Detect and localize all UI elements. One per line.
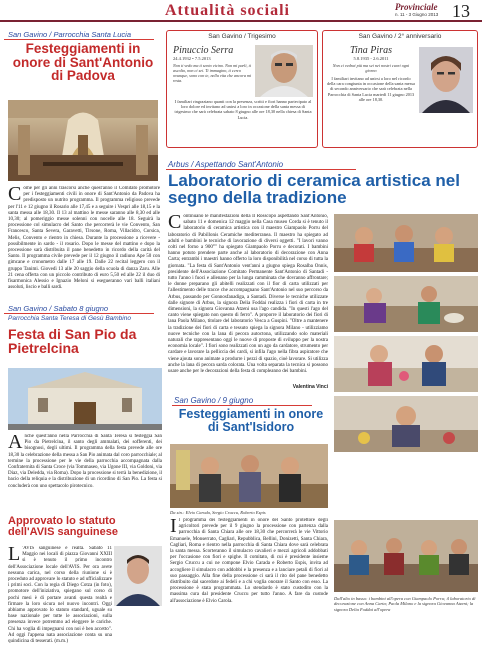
body-isidoro-text: l programma dei festeggiamenti in onore del Santo protettore degli agricoltori prevede per il 9 giugno la processione con partenza dalla parrocchia di Santa Chiara alle ore 18,30 che percorrerà le vie Vittorio Emanuele, Monserrato, Cagliari, Repubblica, Bellini, Donizetti, Santa Chiara, Cagliari, Roma e rientro nella parrocchia di Santa Chiara dove sarà celebrata la santa messa. Scorteranno il simulacro cavalieri e mezzi agricoli addobbati per l'occasione con fiori e spighe. Il comitato, di cui è presidente insieme Sergio Cruccu a cui ne compone Elvio Carada e Roberto Espis, invita ad accogliere il simulacro con addobbi e la presenza e a lanciare petali di fiori al suo passaggio. Alla fine della processione ci sarà il rito del pane benedetto distribuito dal sacerdote ai fedeli e a chi voglia onorare il Santo con esso. La processione è stata programmata. Lo stendardo è stato custodito con la massima cura dal presidente Cruccu per tutto l'anno. A fare da custode all'associazione è Elvio Carola. [170,518,328,604]
photo-delia-foddai [334,396,478,452]
headline-avis: Approvato lo statuto dell'AVIS sanguinese [8,515,118,538]
portrait-pinuccio [255,45,313,97]
photo-church-interior [8,100,158,181]
body-ceramica-text: ontinuano le manifestazioni della Il Rosscopo aspettando Sant'Antonio, sabato 11 e domenica 12 maggio nella Casa museo Corda si è tenuto il laboratorio di ceramica artistica con il maestro Giampaolo Porru del laboratorio di Pabillonis Ceramiche mediterranea. Il maestro ha spiegato ad adulti e bambini le tecniche di lavorazione di diversi oggetti. "I lavori vanno colti nel forno a 900°" ha spiegato Giampaolo Porru e decorati. I bambini hanno potuto prendere parte anche al laboratorio di decorazione con Anna Carta; entrambi i maestri hanno offerto la loro disponibilità nel corso di tutta la giornata. "La festa di Sant'Antonio vent'anni a giugno spiega Rosalba Onnis, presidente dell'Associazione Comitato Permanente Sant'Antonio di Santadi - tutto l'anno i fuoci e allenano per la lunga camminata che dovranno affrontare; le donne preparano gli abitelli realizzati con il fior di carta utilizzati per l'allestimento delle tracce che accompagnano Sant'Antonio nel suo percorso da Arbus, passando per Gonnosfanadiga, a Santadi. Diverse le tecniche utilizzate dalle signore di Arbus, la signora Delia Foddai realizza i fiori di carta in tre dimensioni, la signora Giovanna Atzeni usa l'ago candida. "In questi l'ago del canto viene spiegato non questo di ferro". A proporre il laboratorio dei fiori di lana Paola Milano, titolare del laboratorio Vesca a Guspini. "Oltre a mantenere la tradizione dei fiori di carta e tessuto spiega la signora Milano - utilizziamo nuove tecniche con la lana di pecora autoctona, utilizzando solo materiali naturali che rappresentano oggi le nuove di proposte di sviluppo per la nostra economia locale". I fiori sono realizzati con un ago da cardatore, strumento per cardare e lavorare la pelliccia dei cardi, si infila l'ago nella fibra aspiratore che viene ajouta sono animate a produrre i pezzi di spazio, cioè lavorare. Si utilizza anche la lana di pecora sarda colorata. Una volta separata la tecnica si possono usare anche per le decorazioni della festa di compleanno dei bambini. [168,214,328,375]
obituary-poem: Non ti vedo ma ti sento vicino. Non mi parli, ti ascolto, non ci sei. Ti immagino, ti cerco ovunque, sono con te, nella vita che ancora mi resta. [173,63,252,83]
body-pio [8,434,162,510]
obituary-dates: 24.4.1932 • 7.5.2013 [173,56,211,61]
headline-isidoro: Festeggiamenti in onore di Sant'Isidoro [178,407,324,434]
section-title: Attualità sociali [165,2,290,19]
body-antonio-text: ome per gli anni trascorsi anche quest'anno il Comitato promotore per i festeggiamenti civili in onore di Sant'Antonio da Padova ha predisposto un nutrito programma. Il programma religioso prevede per l'11 e 12 giugno il Rosario alle 17,45 e a seguire i Vespri alle 18,15 e la santa messa alle 18,30. Il 13 al mattino le messe saranno alle 8,30 ed alle 10,30; al pomeriggio messe solenni con nocelle alle 18. Seguirà la processione col simulacro del Santo che percorrerà le vie Convento, San Francesco, Santa Severa, Garavetti, Tirsone, Roma, Villacidro, Corsica, Melis, Convento e rientro in chiesa. Durante la processione a ricevere - possibilmente in sardo - il rosario. Dopo le messe del mattino e dopo la processione sarà distribuita il pane benedetto in ricordo della carità del Santo. Il programma civile prevede per il 12 giugno il radiuno Ape 50 con gimcane e cronometro dalle 17 alle 19. Dalle 22 recital leggero con il gruppo Tanimi. Giovedì 13 alle 20 saggio della scuola di danza Zaru. Alle 21 cena offerta con un piccolo contributo di euro 5,50 ed alle 22 il duo di fisarmonica Alessio e Ignazio Meloni si esegueranno vari balli italiani assoluti, liscio e balli sardi. [8,186,160,291]
obituary-header: San Gavino / Trigesimo [208,33,276,40]
portrait-tina [419,47,473,113]
kicker-pio: San Gavino / Sabato 8 giugno [8,304,109,313]
headline-antonio: Festeggiamenti in onore di Sant'Antonio di Padova [12,41,154,83]
obituary-message: I familiari ringraziano quanti con la presenza, scritti e fiori hanno partecipato al loro dolore ed invitano ad unirsi a loro in occasione della santa messa di trigesimo che sarà celebrata sabato 8 giugno alle ore 18,30 nella chiesa di Santa Lucia. [174,99,312,120]
caption-side-photos: Dall'alto in basso: i bambini all'opera con Giampaolo Porru; il laboratorio di decorazione con Anna Carta; Paola Milano e la signora Giovanna Atzeni; la signora Delia Foddai all'opera [334,596,476,612]
kicker-underline [4,39,154,40]
photo-decoration-workshop [334,276,478,332]
body-ceramica [168,214,328,382]
photo-isidoro-committee [170,444,328,508]
body-isidoro [170,518,328,652]
article-pio [4,304,164,364]
photo-paola-milano [334,336,478,392]
obituary-poem: Non ci vedrai più ma sei nei nostri cuori ogni giorno [332,63,410,73]
masthead [0,0,482,22]
obituary-name: Pinuccio Serra [173,45,234,56]
body-pio-text: nche quest'anno nella Parrocchia di Santa Teresa si festeggia San Pio da Pietrelcina, il santo degli ammalati, dei sofferenti, dei bisognosi, degli ultimi. Il programma della festa prevede alle ore 18,30 la celebrazione della messa a San Pio animata dal coro parrocchiale; al termine la processione per le vie della parrocchia accompagnata dalla Confraternita di Santa Croce (via Tommaseo, via Ugone III, via Goldoni, via Diaz, via Deledda, via Roma). Dopo la processione si terrà la benedizione, il bacio della reliquia e la distribuzione di un ricordino di San Pio. La festa si concluderà con uno spettacolo pirotecnico. [8,434,162,489]
obituary-tina-piras [322,30,478,148]
dropcap-ceramica: C [168,214,182,233]
article-ceramica [166,152,478,212]
headline-ceramica: Laboratorio di ceramica artistica nel segno della tradizione [168,171,460,207]
subkicker-pio: Parrocchia Santa Teresa di Gesù Bambino [8,315,131,322]
photo-workshop-group [334,520,478,592]
obituary-header: San Gavino / 2° anniversario [358,33,442,40]
kicker-ceramica: Arbus / Aspettando Sant'Antonio [168,160,284,169]
byline-ceramica: Valentina Vinci [292,384,328,390]
kicker-underline [166,169,356,170]
dropcap-pio: A [8,434,23,453]
body-avis-text: 'AVIS sanguinese è realtà. Sabato 11 Maggio nei locali di piazza Giovanni XXIII si è tenuto il primo incontro dell'Associazione locale dell'AVIS. Per ora avete nessuna carica, nel corso della riunione si è proceduto ad approvare lo statuto e ad ufficializzare i primi soci. Con la regia di Diego Cotza (in foto), promotore dell'iniziativa, spiegano sul corso di pochi mesi è di portare avanti questa realtà e firmare la loro sicura nel nuovo incontri. Oggi abbiamo approvato lo statuto standard, uguale su base nazionale per tutte le associazioni, sulla presenza invece potremmo ad eleggere le cariche. Chi ha voglia di impegnarsi con noi è ben accetto". Ad oggi l'appena nata associazione conta su una quindicina di tesserati. (m.m.) [8,546,112,645]
brand-logo: Provinciale [395,2,438,12]
kicker-underline [172,405,312,406]
obituary-pinuccio-serra [166,30,318,148]
page-number: 13 [452,1,470,21]
body-antonio [8,186,160,298]
dropcap-avis: L [8,546,21,565]
kicker-isidoro: San Gavino / 9 giugno [174,396,254,405]
photo-diego-cotza [114,546,162,606]
issue-date: n. 11 - 3 Giugno 2013 [395,12,439,17]
headline-pio: Festa di San Pio da Pietrelcina [8,326,137,356]
church-interior-image [8,100,158,181]
kicker-antonio: San Gavino / Parrocchia Santa Lucia [8,30,131,39]
obituary-dates: 5.8.1935 - 2.6.2011 [353,56,389,61]
obituary-name: Tina Piras [350,45,392,56]
obituary-message: I familiari invitano ad unirsi a loro nel ricordo della cara congiunta in occasione della santa messa di secondo anniversario che sarà celebrata nella Parrocchia di Santa Lucia martedì 11 giugno 2013 alle ore 18,30. [327,76,415,102]
photo-church-facade [8,368,162,430]
photo-children-ceramics [334,214,478,272]
caption-isidoro-photo: Da sin.: Elvio Caroda, Sergio Cruccu, Roberto Espis [170,510,266,515]
body-avis [8,546,112,652]
dropcap-isidoro: I [170,518,177,537]
article-isidoro [166,394,330,444]
kicker-underline [4,313,154,314]
dropcap-antonio: C [8,186,22,205]
